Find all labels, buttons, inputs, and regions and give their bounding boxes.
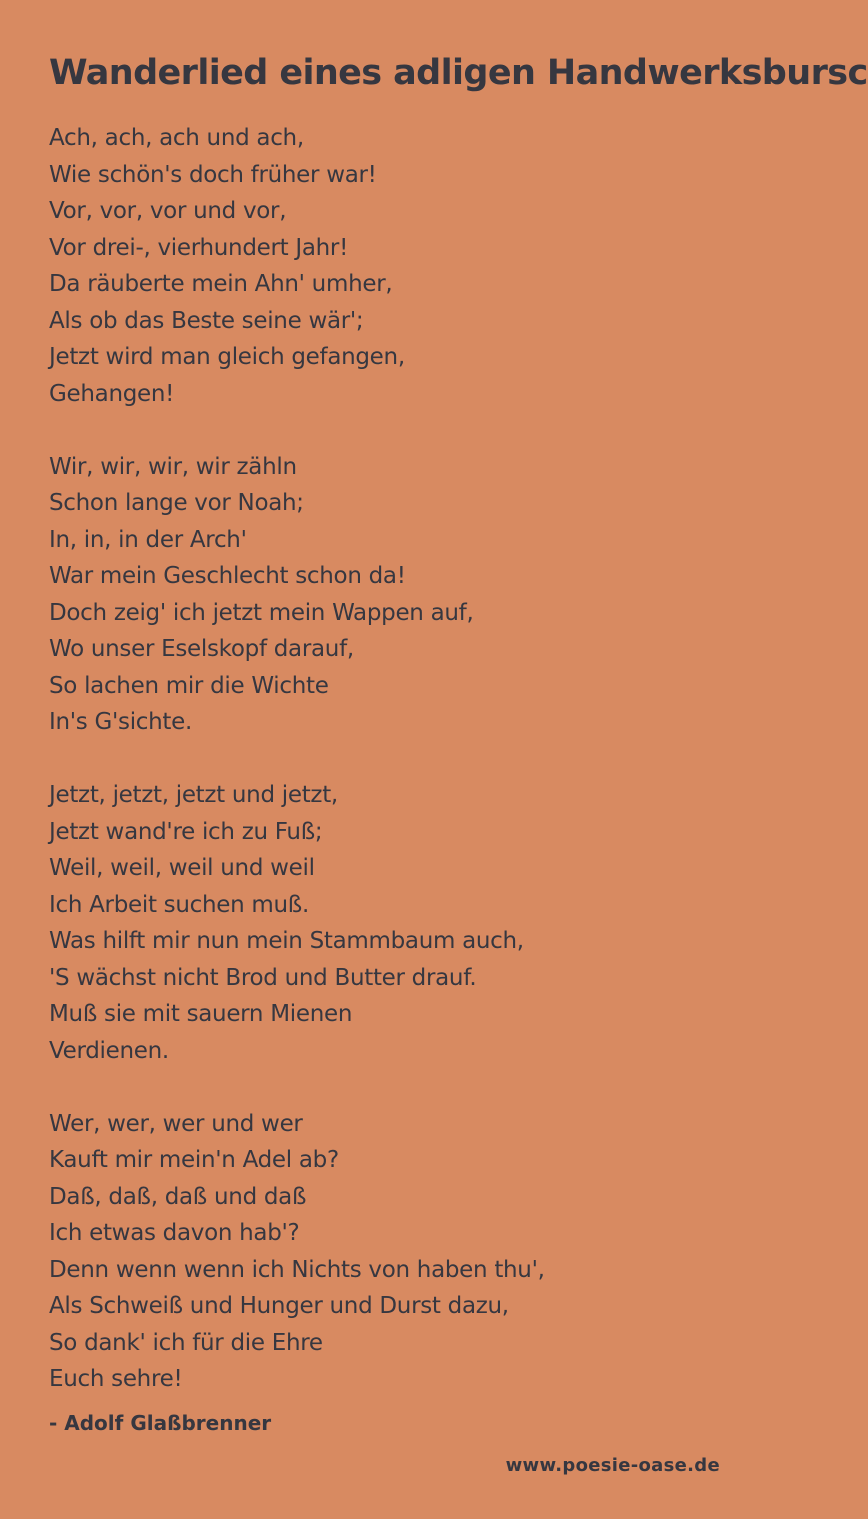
poem-line: Denn wenn wenn ich Nichts von haben thu', — [49, 1256, 545, 1283]
poem-line: Als ob das Beste seine wär'; — [49, 307, 364, 334]
poem-title: Wanderlied eines adligen Handwerksbursc — [49, 53, 868, 93]
poem-line: Kauft mir mein'n Adel ab? — [49, 1147, 339, 1173]
poem-line: 'S wächst nicht Brod und Butter drauf. — [49, 964, 477, 991]
poem-line: Verdienen. — [49, 1037, 169, 1064]
stanza — [49, 777, 749, 1069]
poem-line: Jetzt wird man gleich gefangen, — [49, 344, 405, 370]
poem-line: So dank' ich für die Ehre — [49, 1329, 323, 1356]
poem-line: Ich Arbeit suchen muß. — [49, 891, 309, 918]
website-url: www.poesie-oase.de — [505, 1455, 720, 1476]
poem-line: Wie schön's doch früher war! — [49, 161, 377, 188]
poem-line: Daß, daß, daß und daß — [49, 1183, 307, 1210]
stanza — [49, 1106, 749, 1398]
poem-author: - Adolf Glaßbrenner — [49, 1411, 272, 1435]
poem-line: Ach, ach, ach und ach, — [49, 125, 304, 151]
poem-line: Wir, wir, wir, wir zähln — [49, 453, 297, 480]
poem-line: Euch sehre! — [49, 1366, 183, 1392]
poem-line: In, in, in der Arch' — [49, 526, 247, 553]
poem-line: Muß sie mit sauern Mienen — [49, 1001, 353, 1027]
poem-line: In's G'sichte. — [49, 709, 192, 735]
poem-line: Vor drei-, vierhundert Jahr! — [49, 234, 349, 261]
poem-line: Jetzt, jetzt, jetzt und jetzt, — [49, 782, 338, 808]
poem-line: Was hilft mir nun mein Stammbaum auch, — [49, 928, 524, 954]
stanza — [49, 449, 749, 741]
poem-line: Vor, vor, vor und vor, — [49, 198, 287, 224]
poem-line: Wo unser Eselskopf darauf, — [49, 636, 354, 662]
poem-line: Ich etwas davon hab'? — [49, 1220, 300, 1246]
poem-body — [49, 120, 749, 1434]
poem-line: Weil, weil, weil und weil — [49, 855, 315, 881]
poem-line: Da räuberte mein Ahn' umher, — [49, 271, 393, 297]
poem-line: So lachen mir die Wichte — [49, 672, 329, 699]
poem-line: Als Schweiß und Hunger und Durst dazu, — [49, 1293, 509, 1319]
poem-line: Jetzt wand're ich zu Fuß; — [49, 818, 323, 845]
poem-line: Doch zeig' ich jetzt mein Wappen auf, — [49, 599, 474, 626]
poem-line: Schon lange vor Noah; — [49, 490, 304, 516]
stanza — [49, 120, 749, 412]
poem-line: Wer, wer, wer und wer — [49, 1110, 303, 1137]
poem-line: Gehangen! — [49, 380, 175, 407]
poem-line: War mein Geschlecht schon da! — [49, 563, 406, 589]
